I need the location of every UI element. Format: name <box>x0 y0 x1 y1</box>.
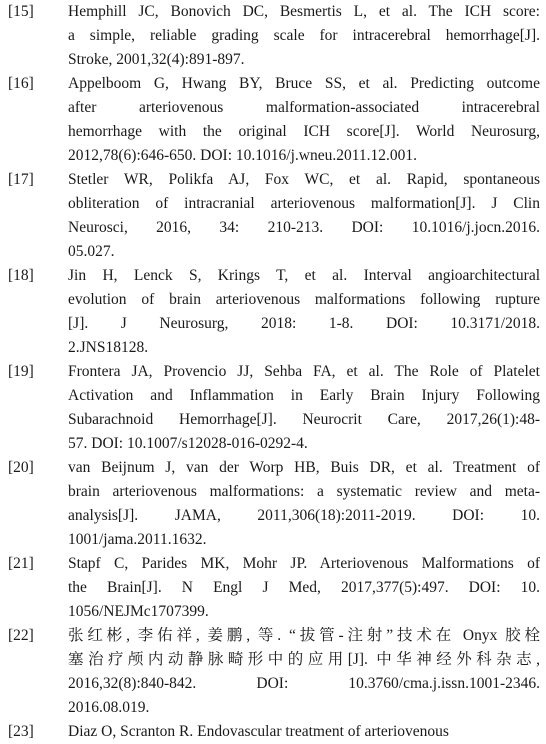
reference-line: Stetler WR, Polikfa AJ, Fox WC, et al. Rapid, spontaneous <box>68 171 540 188</box>
reference-line: evolution of brain arteriovenous malformations following rupture <box>68 291 540 308</box>
reference-line: 2016.08.019. <box>68 699 150 716</box>
reference-number: [23] <box>8 723 34 740</box>
reference-item <box>8 720 540 744</box>
reference-line: Jin H, Lenck S, Krings T, et al. Interval angioarchitectural <box>68 267 540 284</box>
reference-line: a simple, reliable grading scale for intracerebral hemorrhage[J]. <box>68 27 540 44</box>
reference-line: van Beijnum J, van der Worp HB, Buis DR, et al. Treatment of <box>68 459 540 476</box>
reference-text <box>68 552 540 624</box>
reference-line: the Brain[J]. N Engl J Med, 2017,377(5):497. DOI: 10. <box>68 579 540 596</box>
reference-list <box>8 0 540 744</box>
reference-line: 1001/jama.2011.1632. <box>68 531 207 548</box>
reference-item <box>8 72 540 168</box>
reference-line: brain arteriovenous malformations: a systematic review and meta- <box>68 483 540 500</box>
reference-line: 1056/NEJMc1707399. <box>68 603 209 620</box>
reference-line: analysis[J]. JAMA, 2011,306(18):2011-2019. DOI: 10. <box>68 507 540 524</box>
reference-item <box>8 168 540 264</box>
reference-text <box>68 264 540 360</box>
reference-line: Activation and Inflammation in Early Brain Injury Following <box>68 387 540 404</box>
reference-line: hemorrhage with the original ICH score[J]. World Neurosurg, <box>68 123 540 140</box>
reference-line: Stapf C, Parides MK, Mohr JP. Arteriovenous Malformations of <box>68 555 540 572</box>
reference-item <box>8 0 540 72</box>
reference-text <box>68 720 540 744</box>
reference-item <box>8 264 540 360</box>
reference-line: Diaz O, Scranton R. Endovascular treatment of arteriovenous <box>68 723 449 740</box>
reference-text <box>68 360 540 456</box>
reference-number: [19] <box>8 363 34 380</box>
reference-text <box>68 0 540 72</box>
reference-line: [J]. J Neurosurg, 2018: 1-8. DOI: 10.3171/2018. <box>68 315 540 332</box>
reference-line: Hemphill JC, Bonovich DC, Besmertis L, et al. The ICH score: <box>68 3 540 20</box>
reference-text <box>68 624 540 720</box>
reference-item <box>8 456 540 552</box>
reference-item <box>8 552 540 624</box>
reference-number: [21] <box>8 555 34 572</box>
reference-number: [18] <box>8 267 34 284</box>
reference-number: [16] <box>8 75 34 92</box>
reference-text <box>68 168 540 264</box>
reference-number: [22] <box>8 627 34 644</box>
reference-line: Stroke, 2001,32(4):891-897. <box>68 51 245 68</box>
reference-number: [17] <box>8 171 34 188</box>
reference-line: Subarachnoid Hemorrhage[J]. Neurocrit Care, 2017,26(1):48- <box>68 411 540 428</box>
reference-text <box>68 456 540 552</box>
reference-item <box>8 360 540 456</box>
reference-line: 张红彬, 李佑祥, 姜鹏, 等. “拔管-注射”技术在 Onyx 胶栓 <box>68 627 540 644</box>
reference-text <box>68 72 540 168</box>
reference-line: Frontera JA, Provencio JJ, Sehba FA, et al. The Role of Platelet <box>68 363 540 380</box>
reference-number: [15] <box>8 3 34 20</box>
reference-line: 塞治疗颅内动静脉畸形中的应用[J]. 中华神经外科杂志, <box>68 651 540 668</box>
reference-line: Appelboom G, Hwang BY, Bruce SS, et al. Predicting outcome <box>68 75 540 92</box>
reference-line: 2016,32(8):840-842. DOI: 10.3760/cma.j.issn.1001-2346. <box>68 675 540 692</box>
reference-line: 2012,78(6):646-650. DOI: 10.1016/j.wneu.2011.12.001. <box>68 147 418 164</box>
reference-line: 05.027. <box>68 243 115 260</box>
reference-line: after arteriovenous malformation-associated intracerebral <box>68 99 540 116</box>
reference-line: Neurosci, 2016, 34: 210-213. DOI: 10.1016/j.jocn.2016. <box>68 219 540 236</box>
reference-line: 2.JNS18128. <box>68 339 149 356</box>
reference-item <box>8 624 540 720</box>
reference-line: 57. DOI: 10.1007/s12028-016-0292-4. <box>68 435 308 452</box>
reference-number: [20] <box>8 459 34 476</box>
reference-line: obliteration of intracranial arteriovenous malformation[J]. J Clin <box>68 195 540 212</box>
